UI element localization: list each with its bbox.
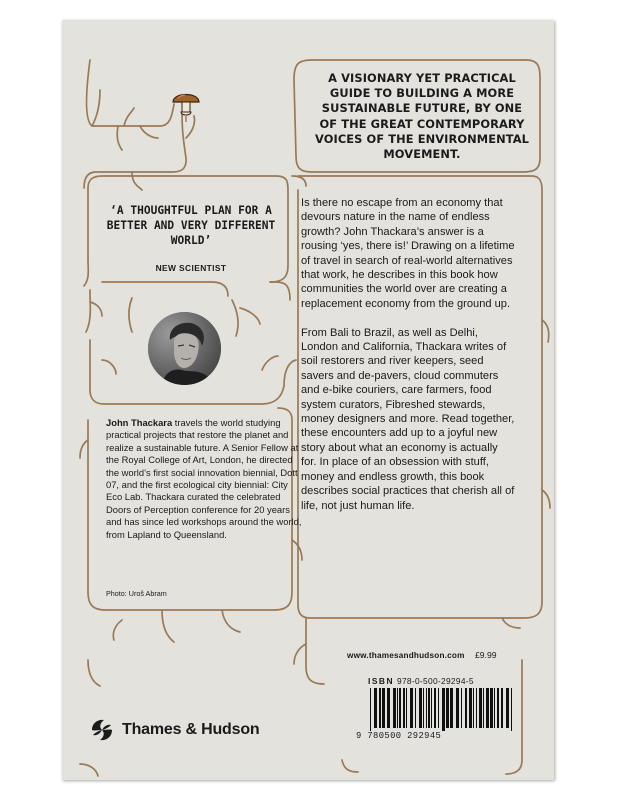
publisher-logo-icon xyxy=(88,717,116,743)
blurb-paragraph: From Bali to Brazil, as well as Delhi, London and California, Thackara writes of soil restorers and river keepers, seed savers and de-pavers, cloud commuters and e-bike couriers, care farmers, food system curators, Fibreshed stewards, money designers and more. Read together, these encounters add up to a joyful new story about what an economy is actually for. In place of an obsession with stuff, money and endless growth, this book describes social practices that cherish all of life, not just human life. xyxy=(301,326,515,512)
isbn-label: ISBN xyxy=(368,676,395,686)
isbn xyxy=(368,676,474,686)
author-bio-text: travels the world studying practical projects that restore the planet and realize a sustainable future. A Senior Fellow at the Royal College of Art, London, he directed the world’s first social innovation biennial, Dott 07, and the first ecological city biennial: City Eco Lab. Thackara curated the celebrated Doors of Perception conference for 20 years and has since led workshops around the world, from Lapland to Queensland. xyxy=(106,417,302,540)
author-photo xyxy=(148,312,221,385)
tagline: A VISIONARY YET PRACTICAL GUIDE TO BUILDING A MORE SUSTAINABLE FUTURE, BY ONE OF THE GREAT CONTEMPORARY VOICES OF THE ENVIRONMENTAL MOVEMENT. xyxy=(315,71,529,162)
book-back-cover xyxy=(62,20,554,780)
price: £9.99 xyxy=(475,650,497,660)
publisher-logo xyxy=(88,715,259,745)
barcode xyxy=(368,688,516,734)
mushroom-icon xyxy=(170,86,202,124)
publisher-name: Thames & Hudson xyxy=(122,721,260,738)
barcode-digits: 9 780500 292945 xyxy=(356,731,516,741)
author-portrait-image xyxy=(148,312,221,385)
author-bio xyxy=(106,417,304,541)
review-quote: ‘A THOUGHTFUL PLAN FOR A BETTER AND VERY DIFFERENT WORLD’ xyxy=(106,204,276,247)
review-source: NEW SCIENTIST xyxy=(155,263,227,273)
author-name: John Thackara xyxy=(106,417,173,428)
publisher-website: www.thamesandhudson.com xyxy=(347,651,465,660)
blurb-paragraph: Is there no escape from an economy that devours nature in the name of endless growth? John Thackara’s answer is a rousing ‘yes, there is!’ Drawing on a lifetime of travel in search of real-world alternatives that work, he describes in this book how communities the world over are creating a replacement economy from the ground up. xyxy=(301,197,515,310)
isbn-number: 978-0-500-29294-5 xyxy=(397,676,474,686)
photo-credit: Photo: Uroš Abram xyxy=(106,589,167,598)
book-blurb xyxy=(301,196,515,527)
